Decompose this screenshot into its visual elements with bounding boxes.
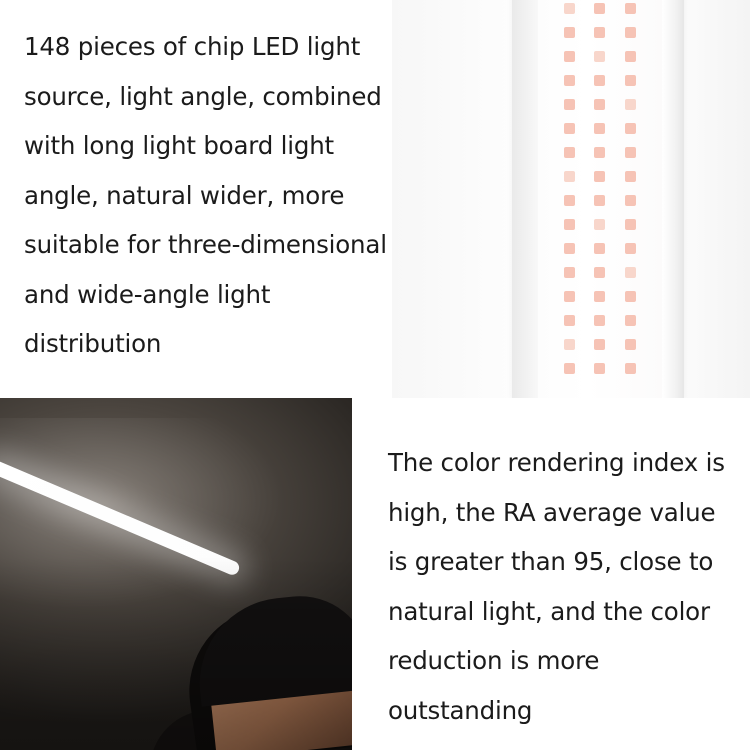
led-chip bbox=[564, 315, 575, 326]
led-chip bbox=[594, 147, 605, 158]
led-chip bbox=[594, 123, 605, 134]
led-chip bbox=[625, 123, 636, 134]
led-chip bbox=[625, 51, 636, 62]
led-chip bbox=[564, 75, 575, 86]
led-chip bbox=[564, 3, 575, 14]
led-chip bbox=[594, 291, 605, 302]
led-chip bbox=[564, 27, 575, 38]
led-chip bbox=[625, 195, 636, 206]
led-chip bbox=[625, 3, 636, 14]
led-chip bbox=[594, 99, 605, 110]
led-chip-grid bbox=[554, 0, 646, 396]
led-chip bbox=[594, 315, 605, 326]
led-chip bbox=[625, 339, 636, 350]
led-chip bbox=[625, 99, 636, 110]
led-chip bbox=[564, 51, 575, 62]
led-chip bbox=[625, 363, 636, 374]
led-chip bbox=[564, 291, 575, 302]
led-chip bbox=[625, 171, 636, 182]
led-bar-photo bbox=[392, 0, 750, 398]
led-chip bbox=[594, 27, 605, 38]
led-chip bbox=[594, 195, 605, 206]
lamp-frame-strip bbox=[512, 0, 539, 398]
led-chip bbox=[564, 195, 575, 206]
led-chip bbox=[564, 243, 575, 254]
led-chip bbox=[564, 123, 575, 134]
top-description-text: 148 pieces of chip LED light source, light angle, combined with long light board light angle, natural wider, more suitable for three-dimensional and wide-angle light distribution bbox=[24, 32, 387, 358]
photo-background-left bbox=[392, 0, 512, 398]
led-chip bbox=[564, 171, 575, 182]
led-chip bbox=[594, 243, 605, 254]
led-chip bbox=[625, 243, 636, 254]
led-chip bbox=[594, 363, 605, 374]
led-chip bbox=[594, 171, 605, 182]
led-chip bbox=[625, 291, 636, 302]
led-chip bbox=[625, 315, 636, 326]
led-chip bbox=[625, 27, 636, 38]
led-chip bbox=[625, 147, 636, 158]
led-chip bbox=[564, 219, 575, 230]
bottom-description-text: The color rendering index is high, the RA average value is greater than 95, close to natural light, and the color reduction is more outstanding bbox=[388, 448, 725, 725]
lighting-scene-photo bbox=[0, 398, 352, 750]
led-chip bbox=[625, 267, 636, 278]
bottom-section bbox=[0, 398, 750, 750]
led-chip bbox=[594, 51, 605, 62]
led-chip bbox=[594, 219, 605, 230]
led-chip bbox=[594, 75, 605, 86]
led-chip bbox=[564, 339, 575, 350]
led-chip bbox=[564, 363, 575, 374]
led-chip bbox=[564, 147, 575, 158]
led-chip bbox=[625, 219, 636, 230]
led-chip bbox=[564, 99, 575, 110]
led-chip bbox=[625, 75, 636, 86]
led-lamp-body bbox=[512, 0, 684, 398]
led-chip bbox=[564, 267, 575, 278]
led-chip bbox=[594, 267, 605, 278]
led-chip bbox=[594, 339, 605, 350]
led-chip bbox=[594, 3, 605, 14]
